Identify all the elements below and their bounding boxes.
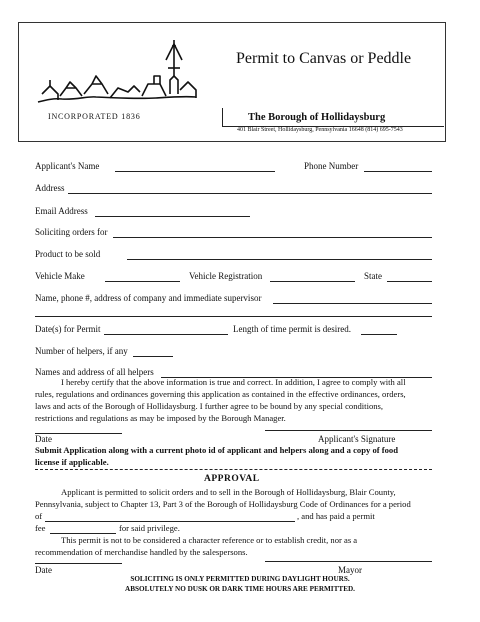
- mayor-label: Mayor: [338, 565, 362, 575]
- submit-note-line-1: Submit Application along with a current photo id of applicant and helpers along and a copy of food: [35, 445, 398, 455]
- approval-line-2: Pennsylvania, subject to Chapter 13, Part 3 of the Borough of Hollidaysburg Code of Ordinances for a period: [35, 499, 411, 509]
- length-field[interactable]: [361, 334, 397, 335]
- applicants-name-label: Applicant's Name: [35, 161, 100, 171]
- approval-line-3-start: of: [35, 511, 43, 521]
- approval-date-field[interactable]: [35, 563, 122, 564]
- soliciting-for-label: Soliciting orders for: [35, 227, 108, 237]
- phone-number-label: Phone Number: [304, 161, 359, 171]
- dashed-separator: [35, 469, 432, 470]
- certify-line-4: restrictions and regulations as may be imposed by the Borough Manager.: [35, 413, 286, 423]
- submit-note-line-2: license if applicable.: [35, 457, 109, 467]
- mayor-signature-field[interactable]: [265, 561, 432, 562]
- helpers-count-field[interactable]: [133, 356, 173, 357]
- approval-fee-field[interactable]: [50, 533, 116, 534]
- notice-line-2: ABSOLUTELY NO DUSK OR DARK TIME HOURS ARE PERMITTED.: [125, 585, 355, 593]
- company-field-line2[interactable]: [35, 316, 432, 317]
- company-field[interactable]: [273, 303, 432, 304]
- approval-period-field[interactable]: [45, 521, 295, 522]
- applicant-signature-label: Applicant's Signature: [318, 434, 396, 444]
- state-field[interactable]: [387, 281, 432, 282]
- helpers-count-label: Number of helpers, if any: [35, 346, 128, 356]
- dates-field[interactable]: [104, 334, 228, 335]
- address-label: Address: [35, 183, 65, 193]
- phone-number-field[interactable]: [364, 171, 432, 172]
- borough-name: The Borough of Hollidaysburg: [248, 112, 386, 123]
- email-label: Email Address: [35, 206, 88, 216]
- approval-line-3-end: , and has paid a permit: [297, 511, 375, 521]
- approval-date-label: Date: [35, 565, 52, 575]
- state-label: State: [364, 271, 382, 281]
- applicant-date-label: Date: [35, 434, 52, 444]
- vehicle-make-field[interactable]: [105, 281, 180, 282]
- product-field[interactable]: [127, 259, 432, 260]
- notice-line-1: SOLICITING IS ONLY PERMITTED DURING DAYLIGHT HOURS.: [130, 575, 350, 583]
- approval-line-6: recommendation of merchandise handled by the salespersons.: [35, 547, 248, 557]
- approval-line-5: This permit is not to be considered a character reference or to establish credit, nor as a: [61, 535, 358, 545]
- page-title: Permit to Canvas or Peddle: [236, 50, 412, 67]
- certify-line-2: rules, regulations and ordinances governing this application as contained in the effective ordinances, orders,: [35, 389, 406, 399]
- approval-line-4-end: for said privilege.: [119, 523, 180, 533]
- applicants-name-field[interactable]: [115, 171, 275, 172]
- email-field[interactable]: [95, 216, 250, 217]
- helpers-names-label: Names and address of all helpers: [35, 367, 154, 377]
- certify-line-1: I hereby certify that the above information is true and correct. In addition, I agree to comply with all: [61, 377, 406, 387]
- borough-address: 401 Blair Street, Hollidaysburg, Pennsylvania 16648 (814) 695-7543: [237, 127, 403, 133]
- company-label: Name, phone #, address of company and immediate supervisor: [35, 293, 262, 303]
- product-label: Product to be sold: [35, 249, 101, 259]
- applicant-signature-field[interactable]: [265, 430, 432, 431]
- approval-line-1: Applicant is permitted to solicit orders and to sell in the Borough of Hollidaysburg, Blair County,: [61, 487, 396, 497]
- vehicle-registration-field[interactable]: [270, 281, 355, 282]
- approval-line-4-start: fee: [35, 523, 46, 533]
- vehicle-registration-label: Vehicle Registration: [189, 271, 263, 281]
- borough-corner: [222, 108, 223, 126]
- borough-logo: [36, 36, 208, 106]
- approval-heading: APPROVAL: [204, 474, 260, 484]
- vehicle-make-label: Vehicle Make: [35, 271, 85, 281]
- dates-label: Date(s) for Permit: [35, 324, 101, 334]
- address-field[interactable]: [68, 193, 432, 194]
- certify-line-3: laws and acts of the Borough of Hollidaysburg. I further agree to be bound by any special conditions,: [35, 401, 384, 411]
- incorporated-label: INCORPORATED 1836: [48, 112, 141, 121]
- soliciting-for-field[interactable]: [113, 237, 432, 238]
- length-label: Length of time permit is desired.: [233, 324, 351, 334]
